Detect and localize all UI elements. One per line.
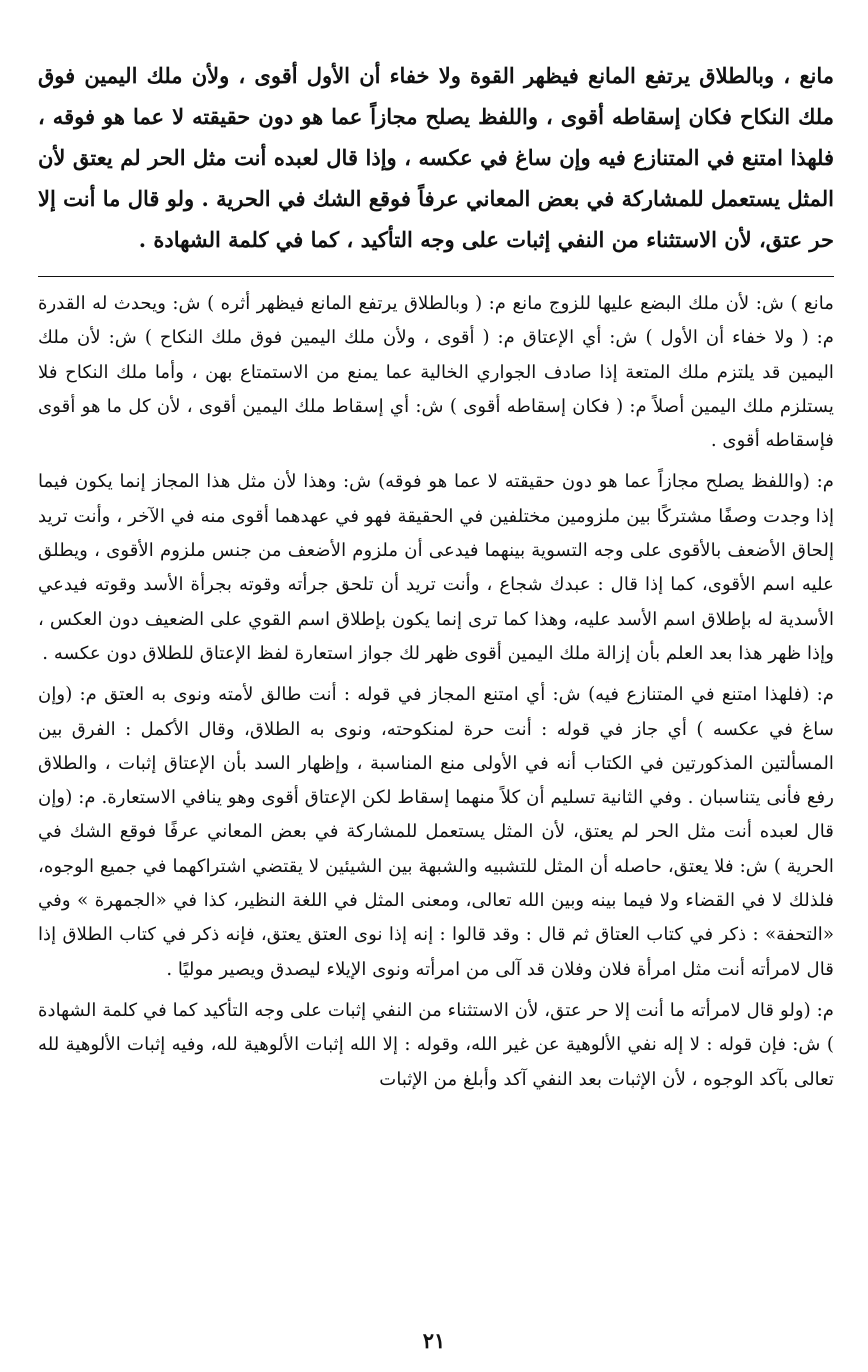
matn-text bbox=[38, 55, 834, 260]
sharh-paragraph: مانع ) ش: لأن ملك البضع عليها للزوج مانع م: ( وبالطلاق يرتفع المانع فيظهر أثره ) ش: ويحدث له القدرة م: ( ولا خفاء أن الأول ) ش: أي الإعتاق م: ( أقوى ، ولأن ملك اليمين فوق ملك النكاح ) ش: لأن ملك اليمين قد يلتزم ملك المتعة إذا صادف الجواري الخالية عما يمنع من الاستمتاع بهن ، وأما ملك النكاح فلا يستلزم ملك اليمين أصلاً م: ( فكان إسقاطه أقوى ) ش: أي إسقاط ملك اليمين أقوى ، لأن كل ما هو أقوى فإسقاطه أقوى . bbox=[38, 293, 834, 452]
page-number: ٢١ bbox=[422, 1328, 446, 1353]
page-body bbox=[38, 55, 834, 1097]
sharh-paragraph: م: (ولو قال لامرأته ما أنت إلا حر عتق، لأن الاستثناء من النفي إثبات على وجه التأكيد كما في كلمة الشهادة ) ش: فإن قوله : لا إله نفي الألوهية عن غير الله، وقوله : إلا الله إثبات الألوهية لله، وفيه إثبات الألوهية لله تعالى بآكد الوجوه ، لأن الإثبات بعد النفي آكد وأبلغ من الإثبات bbox=[38, 999, 834, 1090]
sharh-paragraph: م: (فلهذا امتنع في المتنازع فيه) ش: أي امتنع المجاز في قوله : أنت طالق لأمته ونوى به العتق م: (وإن ساغ في عكسه ) أي جاز في قوله : أنت حرة لمنكوحته، ونوى به الطلاق، وقال الأكمل : الفرق بين المسألتين المذكورتين في الكتاب أنه في الأولى منع المناسبة ، وإظهار السد بأن الإعتاق إثبات ، والطلاق رفع فأنى يتناسبان . وفي الثانية تسليم أن كلاً منهما إسقاط لكن الإعتاق أقوى وهو ينافي الاستعارة. م: (وإن قال لعبده أنت مثل الحر لم يعتق، لأن المثل يستعمل للمشاركة في بعض المعاني عرفًا فوقع الشك في الحرية ) ش: فلا يعتق، حاصله أن المثل للتشبيه والشبهة بين الشيئين لا يقتضي اشتراكهما في جميع الوجوه، فلذلك لا في القضاء ولا فيما بينه وبين الله تعالى، ومعنى المثل في اللغة النظير، كذا في «الجمهرة » وفي «التحفة» : ذكر في كتاب العتاق ثم قال : وقد قالوا : إنه إذا نوى العتق يعتق، فإنه ذكر في كتاب الطلاق إذا قال لامرأته أنت مثل امرأة فلان وفلان قد آلى من امرأته ونوى الإيلاء ليصدق ويصير موليًا . bbox=[38, 684, 834, 980]
matn-paragraph: مانع ، وبالطلاق يرتفع المانع فيظهر القوة ولا خفاء أن الأول أقوى ، ولأن ملك اليمين فوق ملك النكاح فكان إسقاطه أقوى ، واللفظ يصلح مجازاً عما هو دون حقيقته لا عما هو فوقه ، فلهذا امتنع في المتنازع فيه وإن ساغ في عكسه ، وإذا قال لعبده أنت مثل الحر لم يعتق لأن المثل يستعمل للمشاركة في بعض المعاني عرفاً فوقع الشك في الحرية . ولو قال ما أنت إلا حر عتق، لأن الاستثناء من النفي إثبات على وجه التأكيد ، كما في كلمة الشهادة . bbox=[38, 63, 834, 252]
sharh-paragraph: م: (واللفظ يصلح مجازاً عما هو دون حقيقته لا عما هو فوقه) ش: وهذا لأن مثل هذا المجاز إنما يكون فيما إذا وجدت وصفًا مشتركًا بين ملزومين مختلفين في الحقيقة فهو في عهدهما أقوى منه في الآخر ، وأنت تريد إلحاق الأضعف بالأقوى على وجه التسوية بينهما فيدعى أن ملزوم الأضعف من جنس ملزوم الأقوى ، ويطلق عليه اسم الأقوى، كما إذا قال : عبدك شجاع ، وأنت تريد أن تلحق جرأته وقوته بجرأة الأسد وقوته فيدعي الأسدية له بإطلاق اسم الأسد عليه، وهذا كما ترى إنما يكون بإطلاق اسم القوي على الضعيف دون العكس ، وإذا ظهر هذا بعد العلم بأن إزالة ملك اليمين أقوى ظهر لك جواز استعارة لفظ الإعتاق للطلاق دون عكسه . bbox=[38, 471, 834, 664]
separator-rule bbox=[38, 276, 834, 277]
sharh-commentary bbox=[38, 287, 834, 1097]
